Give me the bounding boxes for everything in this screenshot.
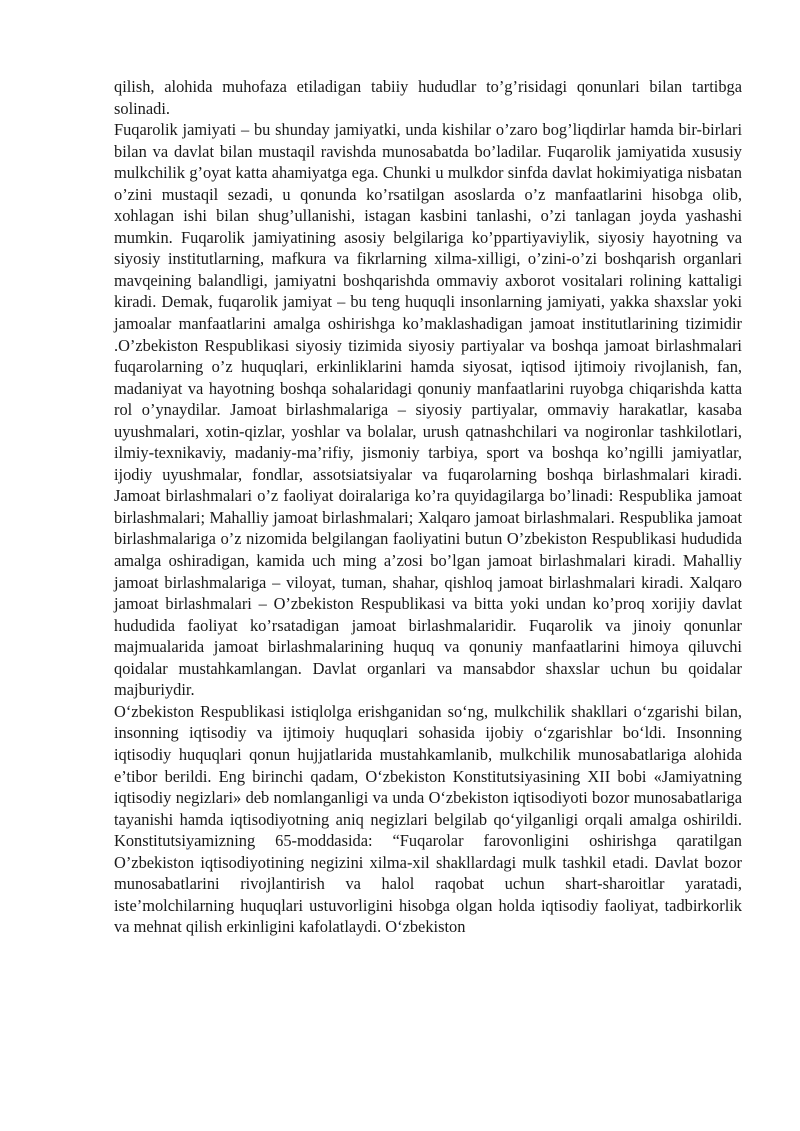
body-text [114,76,742,938]
paragraph: O‘zbekiston Respublikasi istiqlolga erishganidan so‘ng, mulkchilik shakllari o‘zgarishi bilan, insonning iqtisodiy va ijtimoiy huquqlari sohasida ijobiy o‘zgarishlar bo‘ldi. Insonning iqtisodiy huquqlari qonun hujjatlarida mustahkamlanib, mulkchilik munosabatlariga alohida e’tibor berildi. Eng birinchi qadam, O‘zbekiston Konstitutsiyasining XII bobi «Jamiyatning iqtisodiy negizlari» deb nomlanganligi va unda O‘zbekiston iqtisodiyoti bozor munosabatlariga tayanishi hamda iqtisodiyotning aniq negizlari belgilab qo‘yilganligi orqali amalga oshirildi. Konstitutsiyamizning 65-moddasida: “Fuqarolar farovonligini oshirishga qaratilgan O’zbekiston iqtisodiyotining negizini xilma-xil shakllardagi mulk tashkil etadi. Davlat bozor munosabatlarini rivojlantirish va halol raqobat uchun shart-sharoitlar yaratadi, iste’molchilarning huquqlari ustuvorligini hisobga olgan holda iqtisodiy faoliyat, tadbirkorlik va mehnat qilish erkinligini kafolatlaydi. O‘zbekiston [114,701,742,937]
paragraph: Fuqarolik jamiyati – bu shunday jamiyatki, unda kishilar o’zaro bog’liqdirlar hamda bir-birlari bilan va davlat bilan mustaqil ravishda munosabatda bo’ladilar. Fuqarolik jamiyatida xususiy mulkchilik g’oyat katta ahamiyatga ega. Chunki u mulkdor sinfda davlat hokimiyatiga nisbatan o’zini mustaqil sezadi, u qonunda ko’rsatilgan asoslarda o’z manfaatlarini hisobga olib, xohlagan ishi bilan shug’ullanishi, istagan kasbini tanlashi, o’zi tanlagan joyda yashashi mumkin. Fuqarolik jamiyatining asosiy belgilariga ko’ppartiyaviylik, siyosiy hayotning va siyosiy institutlarning, mafkura va fikrlarning xilma-xilligi, o’zini-o’zi boshqarish organlari mavqeining balandligi, jamiyatni boshqarishda ommaviy axborot vositalari rolining kattaligi kiradi. Demak, fuqarolik jamiyat – bu teng huquqli insonlarning jamiyati, yakka shaxslar yoki jamoalar manfaatlarini amalga oshirishga ko’maklashadigan jamoat institutlarining tizimidir .O’zbekiston Respublikasi siyosiy tizimida siyosiy partiyalar va boshqa jamoat birlashmalari fuqarolarning o’z huquqlari, erkinliklarini hamda siyosat, iqtisod ijtimoiy rivojlanish, fan, madaniyat va hayotning boshqa sohalaridagi qonuniy manfaatlarini ruyobga chiqarishda katta rol o’ynaydilar. Jamoat birlashmalariga – siyosiy partiyalar, ommaviy harakatlar, kasaba uyushmalari, xotin-qizlar, yoshlar va bolalar, urush qatnashchilari va nogironlar tashkilotlari, ilmiy-texnikaviy, madaniy-ma’rifiy, jismoniy tarbiya, sport va boshqa ko’ngilli jamiyatlar, ijodiy uyushmalar, fondlar, assotsiatsiyalar va fuqarolarning boshqa birlashmalari kiradi. Jamoat birlashmalari o’z faoliyat doiralariga ko’ra quyidagilarga bo’linadi: Respublika jamoat birlashmalari; Mahalliy jamoat birlashmalari; Xalqaro jamoat birlashmalari. Respublika jamoat birlashmalariga o’z nizomida belgilangan faoliyatini butun O’zbekiston Respublikasi hududida amalga oshiradigan, kamida uch ming a’zosi bo’lgan jamoat birlashmalari kiradi. Mahalliy jamoat birlashmalariga – viloyat, tuman, shahar, qishloq jamoat birlashmalari kiradi. Xalqaro jamoat birlashmalari – O’zbekiston Respublikasi va bitta yoki undan ko’proq xorijiy davlat hududida faoliyat ko’rsatadigan jamoat birlashmalaridir. Fuqarolik va jinoiy qonunlar majmualarida jamoat birlashmalarining huquq va qonuniy manfaatlarini himoya qiluvchi qoidalar mustahkamlangan. Davlat organlari va mansabdor shaxslar uchun bu qoidalar majburiydir. [114,120,742,700]
paragraph: qilish, alohida muhofaza etiladigan tabiiy hududlar to’g’risidagi qonunlari bilan tartibga solinadi. [114,77,742,118]
